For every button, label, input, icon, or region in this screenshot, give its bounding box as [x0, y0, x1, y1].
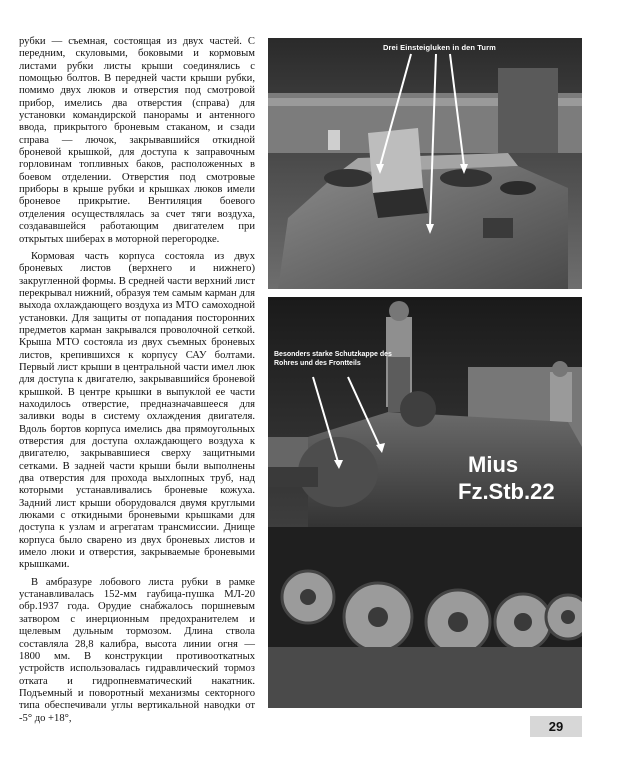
turret-roof-image — [268, 38, 582, 289]
paragraph-3: В амбразуре лобового листа рубки в рамке устанавливалась 152-мм гаубица-пушка МЛ-20 обр.1937 года. Орудие снабжалось поршневым затвором с инерционным предохранителем и щелевым дульным тормозом. Длина ствола составляла 28,8 калибра, высота линии огня — 1800 мм. В конструкции противооткатных устройств использовалась гидравлический тормоз отката и гидропневматический накатник. Подъемный и поворотный механизмы секторного типа обеспечивали углы вертикальной наводки от -5° до +18°, — [19, 576, 255, 724]
paragraph-2: Кормовая часть корпуса состояла из двух броневых листов (верхнего и нижнего) закругленной формы. В средней части верхний лист перекрывал нижний, образуя тем самым карман для выхода охлаждающего воздуха из МТО самоходной установки. Для защиты от попадания посторонних предметов карман закрывался проволочной сеткой. Крыша МТО состояла из двух съемных броневых листов, крепившихся к корпусу САУ болтами. Первый лист крыши в центральной части имел люк для доступа к двигателю, закрывавшийся броневой крышкой. В центре крышки в выпуклой ее части находилось отверстие, предназначавшееся для заливки воды в систему охлаждения двигателя. Вдоль бортов корпуса имелись два прямоугольных отверстия для доступа охлаждающего воздуха к двигателю, закрывавшиеся сверху защитными сетками. В задней части крыши были выполнены два отверстия для прохода выхлопных труб, над которыми устанавливались броневые кожуха. Задний лист крыши оборудовался двумя круглыми люками с откидными броневыми крышками для доступа к узлам и агрегатам трансмиссии. Днище корпуса было сварено из двух броневых листов и имело люки и отверстия, закрываемые броневыми крышками. — [19, 250, 255, 571]
article-text-column — [19, 36, 255, 725]
page-number: 29 — [548, 719, 564, 734]
hull-marking-line1: Mius — [468, 452, 519, 477]
photo-turret-roof — [268, 38, 582, 289]
bottom-photo-caption: Besonders starke Schutzkappe des Rohres und des Frontteils — [274, 351, 392, 367]
top-photo-caption: Drei Einsteigluken in den Turm — [383, 43, 496, 52]
hull-marking-line2: Fz.Stb.22 — [458, 479, 555, 504]
paragraph-1: рубки — съемная, состоящая из двух частей. С передним, скуловыми, боковыми и кормовым листами рубки листы крыши соединялись с помощью болтов. В передней части крыши рубки, помимо двух люков и отверстия под смотровой прибор, имелись два отверстия (справа) для установки командирской панорамы и антенного ввода, прикрытого броневым стаканом, и сзади справа — лючок, закрывавшийся откидной броневой крышкой, для доступа к заправочным горловинам топливных баков, расположенных в боевом отделении. Отверстия под смотровые приборы в крыше рубки и крышках люков имели броневое прикрытие. Вентиляция боевого отделения осуществлялась за счет тяги воздуха, создававшейся работающим двигателем при открытых шиберах в моторной перегородке. — [19, 36, 255, 245]
